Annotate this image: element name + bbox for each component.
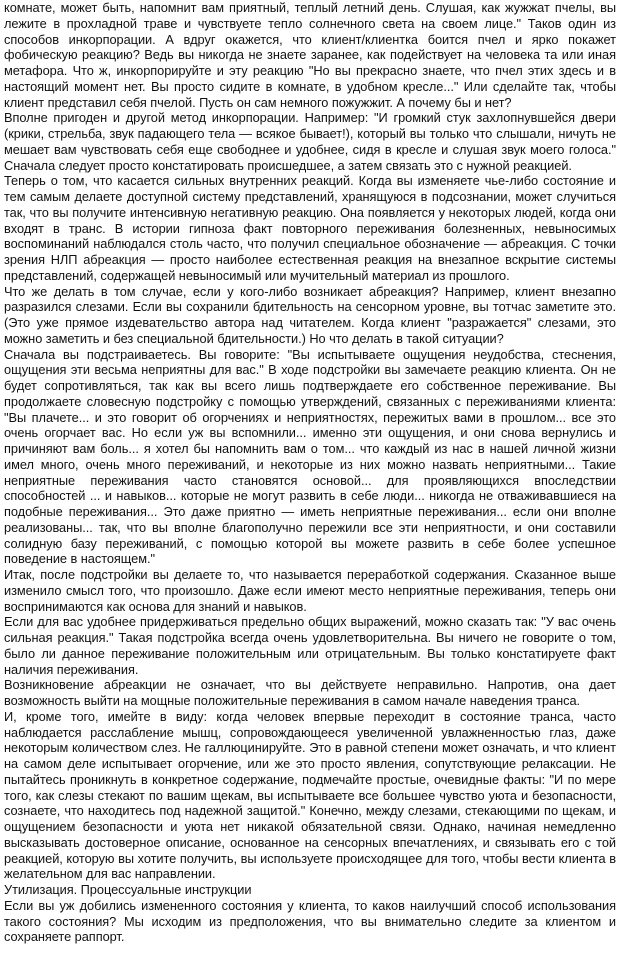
paragraph-incorporation-method: Вполне пригоден и другой метод инкорпорации. Например: "И громкий стук захлопнувшейся двери (крики, стрельба, звук падающего тела — всякое бывает!), который вы только что слышали, ничуть не мешает вам чувствовать себя еще свободнее и удобнее, сидя в кресле и слушая звук моего голоса." Сначала следует просто констатировать происшедшее, а затем связать это с нужной реакцией.: [4, 110, 616, 173]
paragraph-strong-reactions: Теперь о том, что касается сильных внутренних реакций. Когда вы изменяете чье-либо состояние и тем самым делаете доступной систему представлений, хранящуюся в подсознании, может случиться так, что вы получите интенсивную негативную реакцию. Она появляется у некоторых людей, когда они входят в транс. В истории гипноза факт повторного переживания болезненных, невыносимых воспоминаний наблюдался столь часто, что получил специальное обозначение — абреакция. С точки зрения НЛП абреакция — просто наиболее естественная реакция на внезапное вскрытие системы представлений, содержащей невыносимый или мучительный материал из прошлого.: [4, 173, 616, 283]
section-heading-utilization: Утилизация. Процессуальные инструкции: [4, 882, 252, 897]
paragraph-incorporation-bees: комнате, может быть, напомнит вам приятный, теплый летний день. Слушая, как жужжат пчелы, вы лежите в прохладной траве и чувствуете тепло солнечного света на своем лице." Таков один из способов инкорпорации. А вдруг окажется, что клиент/клиентка боится пчел и ярко покажет фобическую реакцию? Ведь вы никогда не знаете заранее, как подействует на человека та или иная метафора. Что ж, инкорпорируйте и эту реакцию "Но вы прекрасно знаете, что пчел этих здесь и в настоящий момент нет. Вы просто сидите в комнате, в удобном кресле..." Или сделайте так, чтобы клиент представил себя пчелой. Пусть он сам немного пожужжит. А почему бы и нет?: [4, 0, 616, 110]
paragraph-reframing: Итак, после подстройки вы делаете то, что называется переработкой содержания. Сказанное выше изменило смысл того, что произошло. Даже если имеют место неприятные переживания, теперь они воспринимаются как основа для знаний и навыков.: [4, 567, 616, 614]
paragraph-abreaction-question: Что же делать в том случае, если у кого-либо возникает абреакция? Например, клиент внезапно разразился слезами. Если вы сохранили бдительность на сенсорном уровне, вы тотчас заметите это. (Это уже прямое издевательство автора над читателем. Когда клиент "разражается" слезами, это можно заметить и без специальной бдительности.) Но что делать в такой ситуации?: [4, 283, 616, 346]
paragraph-general-expressions: Если для вас удобнее придерживаться предельно общих выражений, можно сказать так: "У вас очень сильная реакция." Такая подстройка всегда очень удовлетворительна. Вы ничего не говорите о том, было ли данное переживание положительным или отрицательным. Вы только констатируете факт наличия переживания.: [4, 614, 616, 677]
paragraph-abreaction-opportunity: Возникновение абреакции не означает, что вы действуете неправильно. Напротив, она дает возможность выйти на мощные положительные переживания в самом начале наведения транса.: [4, 677, 616, 708]
paragraph-pacing: Сначала вы подстраиваетесь. Вы говорите: "Вы испытываете ощущения неудобства, стеснения, ощущения эти весьма неприятны для вас." В ходе подстройки вы замечаете реакцию клиента. Он не будет сопротивляться, так как вы всего лишь подтверждаете его собственное переживание. Вы продолжаете словесную подстройку с помощью утверждений, связанных с переживаниями клиента: "Вы плачете... и это говорит об огорчениях и неприятностях, пережитых вами в прошлом... все это очень огорчает вас. Но если уж вы вспомнили... именно эти ощущения, и они снова вернулись и причиняют вам боль... я хотел бы напомнить вам о том... что каждый из нас в нашей личной жизни имел много, очень много переживаний, и некоторые из них можно назвать неприятными... Такие неприятные переживания часто становятся основой... для проявляющихся впоследствии способностей ... и навыков... которые не могут развить в себе люди... никогда не отваживавшиеся на подобные переживания... Это даже приятно — иметь неприятные переживания... если они вполне реализованы... так, что вы вполне благополучно пережили все эти неприятности, и они составили солидную базу переживаний, с помощью которой вы можете развить в себе более успешное поведение в настоящем.": [4, 346, 616, 567]
paragraph-utilization-intro: Если вы уж добились измененного состояния у клиента, то каков наилучший способ использования такого состояния? Мы исходим из предположения, что вы внимательно следите за клиентом и сохраняете раппорт.: [4, 897, 616, 945]
paragraph-trance-tears: И, кроме того, имейте в виду: когда человек впервые переходит в состояние транса, часто наблюдается расслабление мышц, сопровождающееся увеличенной увлажненностью глаз, даже некоторым количеством слез. Не галлюцинируйте. Это в равной степени может означать, и что клиент на самом деле испытывает огорчение, или же это просто явления, сопутствующие релаксации. Не пытайтесь проникнуть в конкретное содержание, подмечайте простые, очевидные факты: "И по мере того, как слезы стекают по вашим щекам, вы испытываете все большее чувство уюта и безопасности, сознаете, что находитесь под надежной защитой." Конечно, между слезами, стекающими по щекам, и ощущением безопасности и уюта нет никакой обязательной связи. Однако, начиная немедленно высказывать достоверное описание, основанное на сенсорных впечатлениях, и связывать его с той реакцией, которую вы хотите получить, вы используете происходящее для того, чтобы вести клиента в желательном для вас направлении.: [4, 708, 616, 882]
